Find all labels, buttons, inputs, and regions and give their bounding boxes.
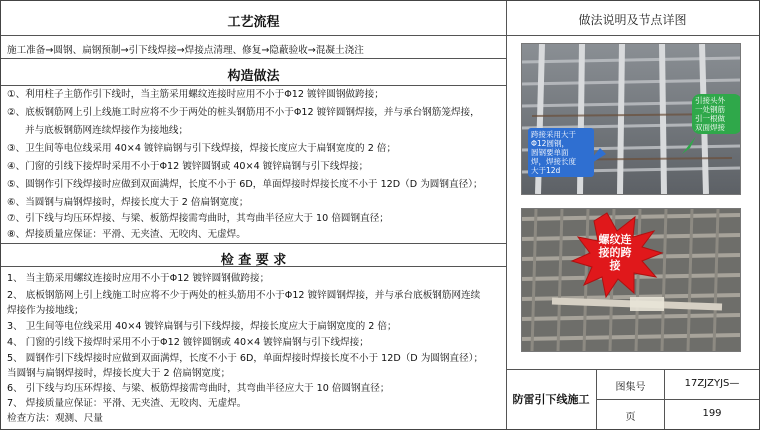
inspection-item: 当圆钢与扁钢焊接时，焊接长度大于 2 倍扁钢宽度； [7, 368, 231, 379]
construction-item: ③、卫生间等电位线采用 40×4 镀锌扁钢与引下线焊接，焊接长度应大于扁钢宽度的 2 倍； [7, 143, 397, 154]
footer-title: 防雷引下线施工 [512, 393, 590, 406]
rebar-column-photo [521, 43, 741, 195]
inspection-item: 检查方法：观测、尺量 [7, 413, 103, 424]
rebar-mesh-illustration [522, 209, 740, 351]
construction-title: 构造做法 [227, 69, 280, 84]
construction-item: ②、底板钢筋网上引上线施工时应将不少于两处的桩头钢筋用不小于Φ12 镀锌圆钢焊接，并与承台钢筋笼焊接， [7, 107, 480, 118]
process-title: 工艺流程 [227, 15, 280, 30]
page-value: 199 [702, 408, 722, 419]
atlas-value: 17ZJZYJS— [684, 378, 740, 389]
construction-item: ⑧、焊接质量应保证：平滑、无夹渣、无咬肉、无虚焊。 [7, 229, 246, 240]
atlas-label: 图集号 [615, 382, 646, 393]
rebar-mesh-photo [521, 208, 741, 352]
construction-item: 并与底板钢筋网连续焊接作为接地线； [25, 125, 189, 136]
construction-item: ①、利用柱子主筋作引下线时，当主筋采用螺纹连接时应用不小于Φ12 镀锌圆钢做跨接； [7, 89, 384, 100]
inspection-item: 1、 当主筋采用螺纹连接时应用不小于Φ12 镀锌圆钢做跨接； [7, 273, 270, 284]
page-label: 页 [625, 412, 636, 423]
construction-item: ④、门窗的引线下接焊时采用不小于Φ12 镀锌圆钢或 40×4 镀锌扁钢与引下线焊接； [7, 161, 369, 172]
inspection-item: 7、 焊接质量应保证：平滑、无夹渣、无咬肉、无虚焊。 [7, 398, 247, 409]
construction-item: ⑥、当圆钢与扁钢焊接时，焊接长度大于 2 倍扁钢宽度； [7, 197, 249, 208]
threaded-joint-callout: 螺纹连 接的跨 接 [598, 233, 632, 272]
column-divider [506, 1, 507, 429]
footer-top-line [506, 369, 759, 370]
weld-callout-green: 引接头外 一处钢筋 引一根做 双面焊接 [692, 94, 741, 134]
inspection-title: 检 查 要 求 [220, 253, 287, 268]
construction-item: ⑤、圆钢作引下线焊接时应做到双面满焊，长度不小于 6D，单面焊接时焊接长度不小于 12D（D 为圆钢直径）； [7, 179, 483, 190]
row-divider-flow [1, 58, 506, 59]
inspection-item: 5、 圆钢作引下线焊接时应做到双面满焊，长度不小于 6D，单面焊接时焊接长度不小于 12D（D 为圆钢直径）； [7, 353, 484, 364]
row-divider-inspection-top [1, 243, 506, 244]
process-flow: 施工准备→圆钢、扁钢预制→引下线焊接→焊接点清理、修复→隐蔽验收→混凝土浇注 [7, 45, 364, 56]
inspection-item: 2、 底板钢筋网上引上线施工时应将不少于两处的桩头筋用不小于Φ12 镀锌圆钢焊接，并与承台底板钢筋网连续 [7, 290, 481, 301]
detail-header: 做法说明及节点详图 [578, 13, 687, 27]
construction-item: ⑦、引下线与均压环焊接、与梁、板筋焊接需弯曲时，其弯曲半径应大于 10 倍圆钢直径； [7, 213, 389, 224]
inspection-item: 6、 引下线与均压环焊接、与梁、板筋焊接需弯曲时，其弯曲半径应大于 10 倍圆钢直径； [7, 383, 390, 394]
inspection-item: 4、 门窗的引线下接焊时采用不小于Φ12 镀锌圆钢或 40×4 镀锌扁钢与引下线焊接； [7, 337, 369, 348]
row-divider-construction-title [1, 85, 506, 86]
inspection-item: 焊接作为接地线； [7, 305, 84, 316]
footer-mid-line [596, 399, 759, 400]
row-divider-header [1, 35, 759, 36]
inspection-item: 3、 卫生间等电位线采用 40×4 镀锌扁钢与引下线焊接，焊接长度应大于扁钢宽度的 2 倍； [7, 321, 397, 332]
weld-callout-blue: 跨接采用大于 Φ12圆钢， 圆钢要单面 焊，焊接长度 大于12d [528, 128, 594, 177]
